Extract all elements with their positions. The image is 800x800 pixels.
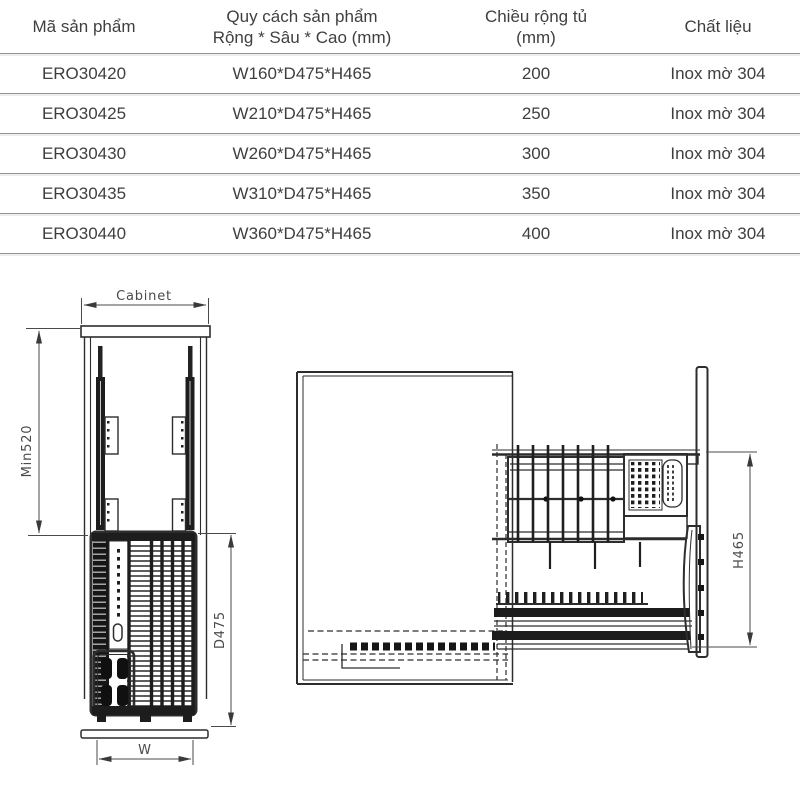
hanging-hooks: [550, 542, 640, 569]
cell-cabinet-width: 250: [436, 94, 636, 134]
cell-product-code: ERO30440: [0, 214, 168, 254]
depth-label: D475: [213, 610, 228, 650]
base-plate: [81, 730, 208, 738]
basket-side-posts: [518, 445, 608, 542]
table-row: [0, 214, 800, 254]
cell-product-size: W310*D475*H465: [168, 174, 436, 214]
table-row: [0, 134, 800, 174]
cell-product-size: W260*D475*H465: [168, 134, 436, 174]
table-header: [0, 0, 800, 54]
min-height-dimension: [20, 329, 88, 536]
cell-cabinet-width: 300: [436, 134, 636, 174]
cell-material: Inox mờ 304: [636, 94, 800, 134]
lower-tray: [492, 592, 692, 649]
cell-product-code: ERO30425: [0, 94, 168, 134]
min-height-label: Min520: [20, 424, 35, 478]
table-row: [0, 54, 800, 94]
col-header-cabinet-width: [436, 0, 636, 54]
cabinet-frame-side: [297, 372, 513, 684]
header-text: Quy cách sản phẩm: [226, 6, 378, 26]
slide-rail-left: [96, 346, 118, 531]
col-header-material: [636, 0, 800, 54]
technical-drawings: [0, 254, 800, 800]
cell-cabinet-width: 200: [436, 54, 636, 94]
slide-rail-right: [173, 346, 195, 531]
table-row: [0, 174, 800, 214]
height-dimension: [692, 452, 757, 647]
cad-drawing-svg: [0, 254, 800, 800]
cell-material: Inox mờ 304: [636, 214, 800, 254]
product-spec-table: [0, 0, 800, 254]
basket-front: [91, 532, 196, 722]
header-subtext: Rộng * Sâu * Cao (mm): [212, 27, 392, 47]
cabinet-dimension-label: Cabinet: [116, 289, 172, 304]
table-row: [0, 94, 800, 134]
header-text: Chất liệu: [684, 17, 752, 36]
cell-cabinet-width: 350: [436, 174, 636, 214]
depth-dimension: [198, 534, 236, 727]
cell-product-size: W360*D475*H465: [168, 214, 436, 254]
cell-product-size: W160*D475*H465: [168, 54, 436, 94]
cell-product-code: ERO30430: [0, 134, 168, 174]
width-dimension: [97, 740, 193, 765]
width-label: W: [138, 743, 152, 758]
cell-material: Inox mờ 304: [636, 54, 800, 94]
height-label: H465: [732, 531, 747, 569]
col-header-product-size: [168, 0, 436, 54]
perforated-panel-side: [624, 454, 687, 538]
basket-side: [492, 445, 704, 652]
side-view: [297, 367, 757, 684]
col-header-product-code: [0, 0, 168, 54]
perforated-strip-dots: [117, 549, 120, 617]
cell-cabinet-width: 400: [436, 214, 636, 254]
header-text: Mã sản phẩm: [32, 17, 136, 36]
front-view: [20, 289, 236, 765]
hidden-rail-dashed: [303, 631, 508, 668]
cabinet-dimension: [82, 289, 209, 324]
cell-product-size: W210*D475*H465: [168, 94, 436, 134]
cell-material: Inox mờ 304: [636, 174, 800, 214]
header-text: Chiều rộng tủ: [484, 6, 588, 26]
cell-product-code: ERO30435: [0, 174, 168, 214]
cell-material: Inox mờ 304: [636, 134, 800, 174]
header-subtext: (mm): [516, 27, 556, 47]
cell-product-code: ERO30420: [0, 54, 168, 94]
